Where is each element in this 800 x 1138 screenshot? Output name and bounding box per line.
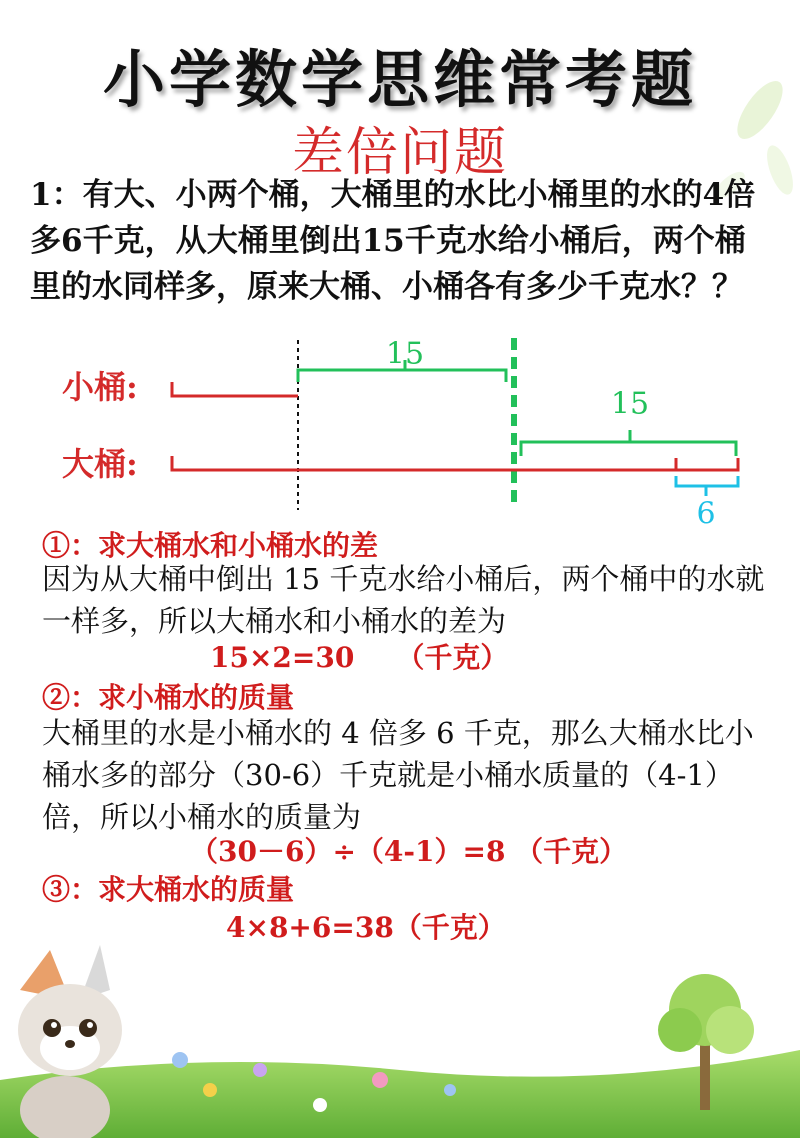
question-text: 1：有大、小两个桶，大桶里的水比小桶里的水的4倍多6千克，从大桶里倒出15千克水给小桶后，两个桶里的水同样多，原来大桶、小桶各有多少千克水？？ — [30, 177, 756, 305]
meadow-illustration — [0, 930, 800, 1138]
step2-formula: （30－6）÷（4-1）=8 （千克） — [190, 835, 628, 868]
step1-formula: 15×2=30 （千克） — [210, 641, 509, 674]
small-bucket-label: 小桶: — [62, 368, 138, 406]
extra-brace — [676, 476, 738, 496]
big-brace — [521, 430, 736, 456]
step2-body: 大桶里的水是小桶水的 4 倍多 6 千克，那么大桶水比小桶水多的部分（30-6）千克就是小桶水质量的（4-1）倍，所以小桶水的质量为 — [42, 716, 754, 834]
small-bucket-segment — [172, 382, 298, 396]
page-subtitle: 差倍问题 — [291, 123, 508, 183]
step3-heading: ③：求大桶水的质量 — [42, 873, 295, 906]
small-brace-value: 15 — [385, 336, 425, 372]
fox-icon — [18, 945, 122, 1138]
segment-diagram — [0, 330, 800, 540]
big-bucket-label: 大桶: — [62, 445, 138, 483]
step2-heading: ②：求小桶水的质量 — [42, 681, 295, 714]
step1-body: 因为从大桶中倒出 15 千克水给小桶后，两个桶中的水就一样多，所以大桶水和小桶水的差为 — [42, 562, 765, 638]
page-title: 小学数学思维常考题 — [102, 43, 697, 116]
big-bucket-segment — [172, 456, 676, 470]
extra-brace-value: 6 — [696, 496, 716, 532]
step1-heading: ①：求大桶水和小桶水的差 — [42, 529, 379, 562]
step3-formula: 4×8+6=38（千克） — [226, 911, 506, 944]
big-brace-value: 15 — [610, 386, 650, 422]
big-bucket-extra-segment — [676, 458, 738, 470]
